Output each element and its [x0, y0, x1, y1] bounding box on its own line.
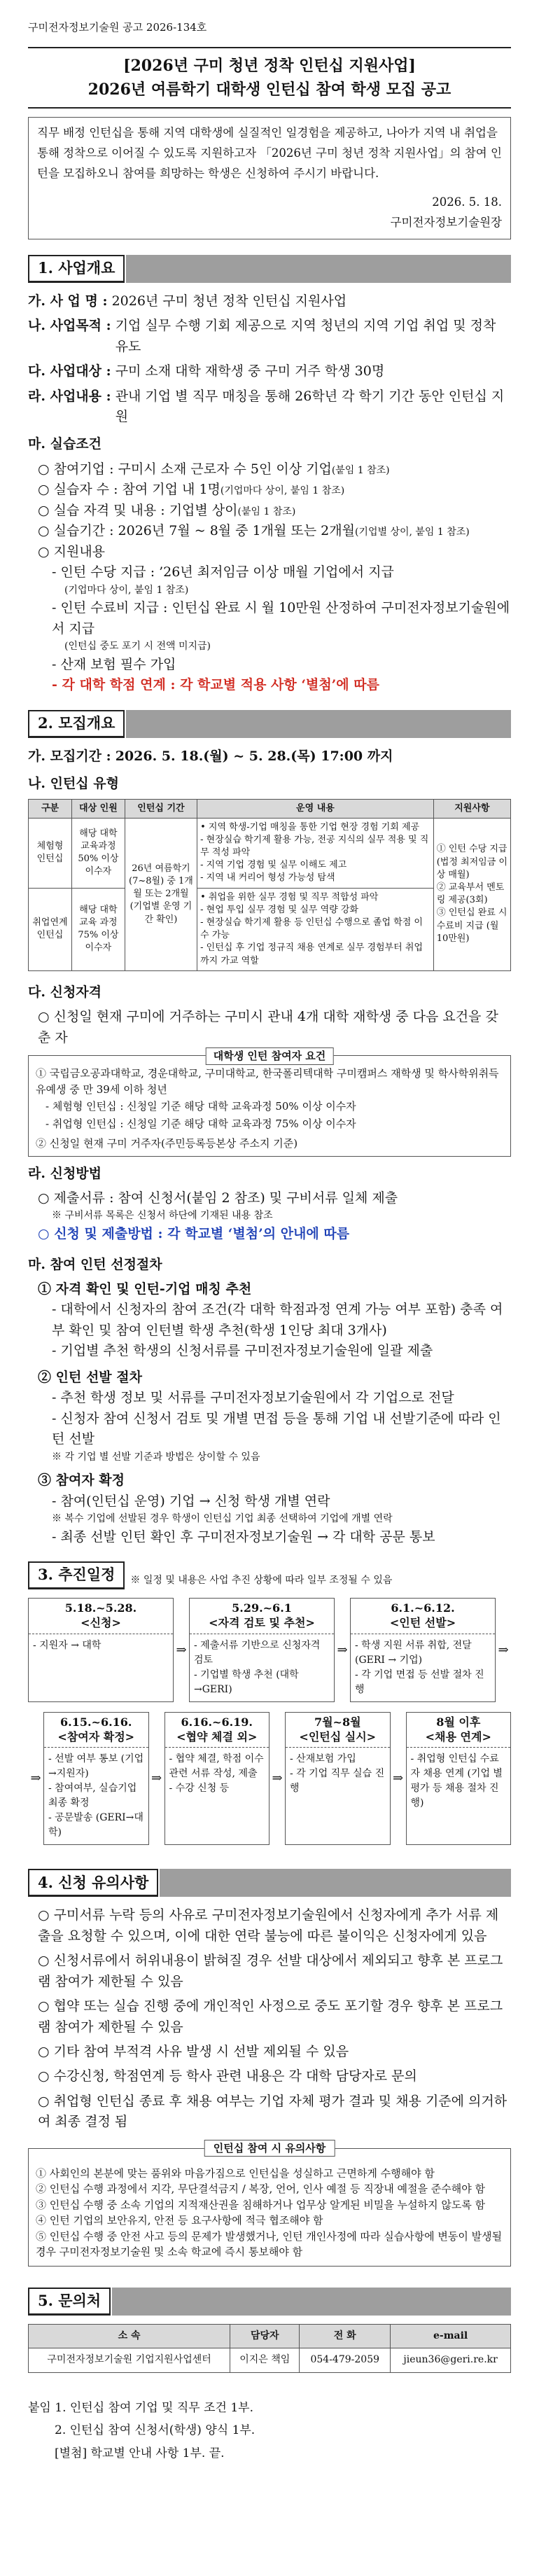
- table-header: 대상 인원: [72, 799, 125, 818]
- precaution-box-item: ③ 인턴십 수행 중 소속 기업의 지적재산권을 침해하거나 업무상 알게된 비밀을 누설하지 않도록 함: [36, 2198, 486, 2211]
- schedule-date: 5.29.~6.1: [232, 1601, 292, 1615]
- condition-item: ○ 실습기간 : 2026년 7월 ~ 8월 중 1개월 또는 2개월(기업별 상이, 붙임 1 참조): [38, 523, 470, 539]
- title-line-1: [2026년 구미 청년 정착 인턴십 지원사업]: [123, 57, 416, 76]
- schedule-date: 7월~8월: [314, 1715, 361, 1729]
- contact-header: e-mail: [391, 2324, 511, 2348]
- support-heading: ○ 지원내용: [38, 543, 106, 559]
- apply-item: ○ 제출서류 : 참여 신청서(붙임 2 참조) 및 구비서류 일체 제출: [38, 1190, 398, 1206]
- support-note: (인턴십 중도 포기 시 전액 미지급): [64, 641, 211, 653]
- table-cell: 체험형 인턴십: [29, 818, 72, 888]
- section-1-label: 1. 사업개요: [28, 255, 125, 283]
- overview-row: [28, 387, 511, 428]
- sub-heading-type: 나. 인턴십 유형: [28, 776, 119, 792]
- attachment-item: [별첨] 학교별 안내 사항 1부. 끝.: [55, 2446, 225, 2460]
- schedule-row-2: [28, 1712, 511, 1846]
- table-row: [29, 818, 511, 888]
- schedule-name: <인턴 선발>: [389, 1615, 456, 1629]
- attachment-item: 붙임 1. 인턴십 참여 기업 및 직무 조건 1부.: [28, 2401, 253, 2416]
- contact-header: 담당자: [230, 2324, 300, 2348]
- section-3-header: [28, 1561, 511, 1589]
- table-header: 구분: [29, 799, 72, 818]
- condition-item: ○ 참여기업 : 구미시 소재 근로자 수 5인 이상 기업(붙임 1 참조): [38, 461, 390, 477]
- contact-email[interactable]: jieun36@geri.re.kr: [391, 2348, 511, 2373]
- precaution-item: ○ 수강신청, 학점연계 등 학사 관련 내용은 각 대학 담당자로 문의: [38, 2068, 417, 2084]
- arrow-icon: ⇒: [176, 1642, 187, 1657]
- eligibility-caption: 대학생 인턴 참여자 요건: [206, 1047, 334, 1065]
- section-bar: [112, 2288, 511, 2316]
- internship-type-table: [28, 799, 511, 971]
- schedule-date: 6.15.~6.16.: [60, 1715, 132, 1729]
- sub-heading-ma: 마. 실습조건: [28, 436, 102, 452]
- schedule-date: 8월 이후: [436, 1715, 481, 1729]
- select-line: - 신청자 참여 신청서 검토 및 개별 면접 등을 통해 기업 내 선발기준에 따라 인턴 선발: [52, 1410, 501, 1447]
- row-value: 기업 실무 수행 기회 제공으로 지역 청년의 지역 기업 취업 및 정착 유도: [115, 318, 496, 354]
- support-item: - 인턴 수당 지급 : ’26년 최저임금 이상 매월 기업에서 지급: [52, 564, 394, 580]
- schedule-name: <신청>: [80, 1615, 121, 1629]
- section-2-header: [28, 710, 511, 738]
- schedule-body: - 지원자 → 대학: [33, 1639, 102, 1651]
- precaution-item: ○ 기타 참여 부적격 사유 발생 시 선발 제외될 수 있음: [38, 2044, 349, 2059]
- eligibility-item: - 체험형 인턴십 : 신청일 기준 해당 대학 교육과정 50% 이상 이수자: [46, 1100, 356, 1113]
- section-2-label: 2. 모집개요: [28, 710, 125, 738]
- overview-row: [28, 291, 511, 312]
- overview-row: [28, 361, 511, 382]
- title-block: [28, 47, 511, 109]
- select-step: ② 인턴 선발 절차: [38, 1369, 142, 1385]
- intro-box: [28, 117, 511, 239]
- support-note: (기업마다 상이, 붙임 1 참조): [64, 584, 189, 596]
- apply-item-highlight: ○ 신청 및 제출방법 : 각 학교별 ‘별첨’의 안내에 따름: [38, 1226, 350, 1242]
- precaution-item: ○ 협약 또는 실습 진행 중에 개인적인 사정으로 중도 포기할 경우 향후 본 프로그램 참여가 제한될 수 있음: [38, 1998, 503, 2035]
- precaution-item: ○ 신청서류에서 허위내용이 밝혀질 경우 선발 대상에서 제외되고 향후 본 프로그램 참여가 제한될 수 있음: [38, 1953, 503, 1989]
- eligibility-box: [28, 1050, 511, 1157]
- sub-heading-ra: 라. 신청방법: [28, 1165, 102, 1181]
- schedule-name: <인턴십 실시>: [299, 1729, 377, 1743]
- select-step: ① 자격 확인 및 인턴-기업 매칭 추천: [38, 1281, 252, 1297]
- table-cell: 해당 대학 교육 과정 75% 이상 이수자: [72, 888, 125, 970]
- schedule-body: - 선발 여부 통보 (기업→지원자) - 참여여부, 실습기업 최종 확정 - 공문발송 (GERI→대학): [48, 1753, 144, 1839]
- schedule-body: - 취업형 인턴십 수료자 채용 연계 (기업 별 평가 등 채용 절차 진행): [410, 1753, 503, 1809]
- notice-number: 구미전자정보기술원 공고 2026-134호: [28, 21, 207, 34]
- select-note: ※ 복수 기업에 선발된 경우 학생이 인턴십 기업 최종 선택하여 기업에 개별 연락: [52, 1513, 393, 1525]
- intro-text: 직무 배정 인턴십을 통해 지역 대학생에 실질적인 일경험을 제공하고, 나아가 지역 내 취업을 통해 정착으로 이어질 수 있도록 지원하고자 「2026년 구미 청년 정착 지원사업」의 참여 인턴을 모집하오니 참여를 희망하는 학생은 신청하여 주시기 바랍니다.: [37, 126, 502, 181]
- section-bar: [126, 255, 511, 283]
- row-value: 2026년 구미 청년 정착 인턴십 지원사업: [111, 293, 347, 309]
- schedule-row-1: [28, 1598, 511, 1702]
- section-bar: [126, 710, 511, 738]
- precaution-caption: 인턴십 참여 시 유의사항: [204, 2140, 335, 2157]
- arrow-icon: ⇒: [392, 1771, 404, 1786]
- schedule-card: [164, 1712, 270, 1846]
- contact-table: [28, 2324, 511, 2373]
- condition-item: ○ 실습자 수 : 참여 기업 내 1명(기업마다 상이, 붙임 1 참조): [38, 482, 345, 498]
- schedule-name: <자격 검토 및 추천>: [209, 1615, 315, 1629]
- schedule-name: <참여자 확정>: [57, 1729, 135, 1743]
- contact-header: 소 속: [29, 2324, 230, 2348]
- schedule-card: [285, 1712, 391, 1846]
- intro-org: 구미전자정보기술원장: [390, 215, 502, 229]
- attachments: [28, 2397, 511, 2465]
- apply-note: ※ 구비서류 목록은 신청서 하단에 기재된 내용 참조: [52, 1210, 273, 1222]
- intro-date: 2026. 5. 18.: [432, 195, 502, 209]
- title-line-2: 2026년 여름학기 대학생 인턴십 참여 학생 모집 공고: [88, 81, 451, 99]
- precaution-box: [28, 2141, 511, 2267]
- condition-item: ○ 실습 자격 및 내용 : 기업별 상이(붙임 1 참조): [38, 502, 296, 518]
- select-note: ※ 각 기업 별 선발 기준과 방법은 상이할 수 있음: [52, 1451, 260, 1463]
- schedule-note: ※ 일정 및 내용은 사업 추진 상황에 따라 일부 조정될 수 있음: [130, 1574, 393, 1586]
- row-value: 2026. 5. 18.(월) ~ 5. 28.(목) 17:00 까지: [115, 748, 393, 764]
- schedule-date: 6.1.~6.12.: [391, 1601, 455, 1615]
- eligibility-text: ○ 신청일 현재 구미에 거주하는 구미시 관내 4개 대학 재학생 중 다음 요건을 갖춘 자: [38, 1009, 498, 1045]
- table-cell: • 지역 학생-기업 매칭을 통한 기업 현장 경험 기회 제공 - 현장실습 학기제 활용 가능, 전공 지식의 실무 적용 및 직무 적성 파악 - 지역 기업 경험 및 실무 이해도 제고 - 지역 내 커리어 형성 가능성 탐색: [197, 818, 434, 888]
- select-line: - 대학에서 신청자의 참여 조건(각 대학 학점과정 연계 가능 여부 포함) 충족 여부 확인 및 참여 인턴별 학생 추천(학생 1인당 최대 3개사): [52, 1302, 503, 1338]
- section-4-header: [28, 1869, 511, 1897]
- table-cell: ① 인턴 수당 지급 (법정 최저임금 이상 매월) ② 교육부서 멘토링 제공(3회) ③ 인턴십 완료 시 수료비 지급 (월 10만원): [433, 818, 510, 970]
- schedule-card: [350, 1598, 496, 1702]
- select-line: - 추천 학생 정보 및 서류를 구미전자정보기술원에서 각 기업으로 전달: [52, 1390, 454, 1406]
- support-item: - 인턴 수료비 지급 : 인턴십 완료 시 월 10만원 산정하여 구미전자정보기술원에서 지급: [52, 600, 510, 636]
- table-row: [29, 2348, 511, 2373]
- precaution-box-item: ④ 인턴 기업의 보안유지, 안전 등 요구사항에 적극 협조해야 함: [36, 2214, 323, 2227]
- section-1-header: [28, 255, 511, 283]
- precaution-item: ○ 구미서류 누락 등의 사유로 구미전자정보기술원에서 신청자에게 추가 서류 제출을 요청할 수 있으며, 이에 대한 연락 불능에 따른 불이익은 신청자에게 있음: [38, 1907, 499, 1944]
- table-cell: 해당 대학 교육과정 50% 이상 이수자: [72, 818, 125, 888]
- row-value: 구미 소재 대학 재학생 중 구미 거주 학생 30명: [115, 363, 385, 380]
- select-step: ③ 참여자 확정: [38, 1473, 125, 1489]
- contact-dept: 구미전자정보기술원 기업지원사업센터: [29, 2348, 230, 2373]
- period-row: [28, 746, 511, 767]
- table-header: 지원사항: [433, 799, 510, 818]
- section-4-label: 4. 신청 유의사항: [28, 1869, 158, 1897]
- eligibility-item: - 취업형 인턴십 : 신청일 기준 해당 대학 교육과정 75% 이상 이수자: [46, 1117, 356, 1130]
- schedule-body: - 제출서류 기반으로 신청자격 검토 - 기업별 학생 추천 (대학→GERI): [194, 1639, 321, 1695]
- schedule-name: <채용 연계>: [425, 1729, 491, 1743]
- eligibility-item: ② 신청일 현재 구미 거주자(주민등록등본상 주소지 기준): [36, 1137, 298, 1150]
- schedule-card: [189, 1598, 335, 1702]
- section-5-label: 5. 문의처: [28, 2288, 111, 2316]
- table-header: 운영 내용: [197, 799, 434, 818]
- row-value: 관내 기업 별 직무 매칭을 통해 26학년 각 학기 기간 동안 인턴십 지원: [115, 388, 505, 424]
- section-3-label: 3. 추진일정: [28, 1561, 125, 1589]
- table-header: 인턴십 기간: [125, 799, 197, 818]
- attachment-item: 2. 인턴십 참여 신청서(학생) 양식 1부.: [55, 2423, 255, 2438]
- row-key: 가. 사 업 명 :: [28, 293, 108, 309]
- table-cell: 26년 여름학기(7~8월) 중 1개월 또는 2개월 (기업별 운영 기간 확인): [125, 818, 197, 970]
- arrow-icon: ⇒: [30, 1771, 41, 1786]
- table-cell: • 취업을 위한 실무 경험 및 직무 적합성 파악 - 현업 투입 실무 경험 및 실무 역량 강화 - 현장실습 학기제 활용 등 인턴십 수행으로 졸업 학점 이수 가능 - 인턴십 후 기업 정규직 채용 연계로 실무 경험부터 취업까지 가교 역할: [197, 888, 434, 970]
- schedule-body: - 산재보험 가입 - 각 기업 직무 실습 진행: [290, 1753, 385, 1795]
- precaution-box-item: ① 사회인의 본분에 맞는 품위와 마음가짐으로 인턴십을 성실하고 근면하게 수행해야 함: [36, 2166, 435, 2180]
- schedule-date: 6.16.~6.19.: [181, 1715, 253, 1729]
- support-item-highlight: - 각 대학 학점 연계 : 각 학교별 적용 사항 ‘별첨’에 따름: [52, 677, 379, 693]
- schedule-date: 5.18.~5.28.: [64, 1601, 137, 1615]
- schedule-body: - 협약 체결, 학점 이수 관련 서류 작성, 제출 - 수강 신청 등: [169, 1753, 264, 1795]
- row-key: 다. 사업대상 :: [28, 363, 111, 380]
- select-line: - 기업별 추천 학생의 신청서류를 구미전자정보기술원에 일괄 제출: [52, 1343, 433, 1359]
- eligibility-item: ① 국립금오공과대학교, 경운대학교, 구미대학교, 한국폴리텍대학 구미캠퍼스 재학생 및 학사학위취득유예생 중 만 39세 이하 청년: [36, 1067, 499, 1096]
- precaution-box-item: ② 인턴십 수행 과정에서 지각, 무단결석금지 / 복장, 언어, 인사 예절 등 직장내 예절을 준수해야 함: [36, 2182, 486, 2196]
- schedule-name: <협약 체결 외>: [176, 1729, 258, 1743]
- contact-phone[interactable]: 054-479-2059: [300, 2348, 391, 2373]
- support-item: - 산재 보험 필수 가입: [52, 656, 176, 672]
- sub-heading-select: 마. 참여 인턴 선정절차: [28, 1256, 162, 1272]
- arrow-icon: ⇒: [498, 1642, 509, 1657]
- schedule-card: [28, 1598, 174, 1702]
- table-cell: 취업연계 인턴십: [29, 888, 72, 970]
- row-key: 라. 사업내용 :: [28, 388, 111, 404]
- row-key: 나. 사업목적 :: [28, 318, 111, 334]
- arrow-icon: ⇒: [150, 1771, 162, 1786]
- arrow-icon: ⇒: [337, 1642, 348, 1657]
- row-key: 가. 모집기간 :: [28, 748, 111, 764]
- select-line: - 최종 선발 인턴 확인 후 구미전자정보기술원 → 각 대학 공문 통보: [52, 1529, 435, 1545]
- section-5-header: [28, 2288, 511, 2316]
- sub-heading-da: 다. 신청자격: [28, 984, 102, 1000]
- schedule-card: [406, 1712, 512, 1846]
- precaution-box-item: ⑤ 인턴십 수행 중 안전 사고 등의 문제가 발생했거나, 인턴 개인사정에 따라 실습사항에 변동이 발생될 경우 구미전자정보기술원 및 소속 학교에 즉시 통보해야 함: [36, 2229, 503, 2259]
- contact-header: 전 화: [300, 2324, 391, 2348]
- select-line: - 참여(인턴십 운영) 기업 → 신청 학생 개별 연락: [52, 1493, 330, 1509]
- overview-row: [28, 316, 511, 357]
- section-bar: [160, 1869, 511, 1897]
- contact-person: 이지은 책임: [230, 2348, 300, 2373]
- arrow-icon: ⇒: [272, 1771, 283, 1786]
- precaution-item: ○ 취업형 인턴십 종료 후 채용 여부는 기업 자체 평가 결과 및 채용 기준에 의거하여 최종 결정 됨: [38, 2093, 507, 2130]
- schedule-card: [43, 1712, 149, 1846]
- schedule-body: - 학생 지원 서류 취합, 전달(GERI → 기업) - 각 기업 면접 등 선발 절차 진행: [355, 1639, 484, 1695]
